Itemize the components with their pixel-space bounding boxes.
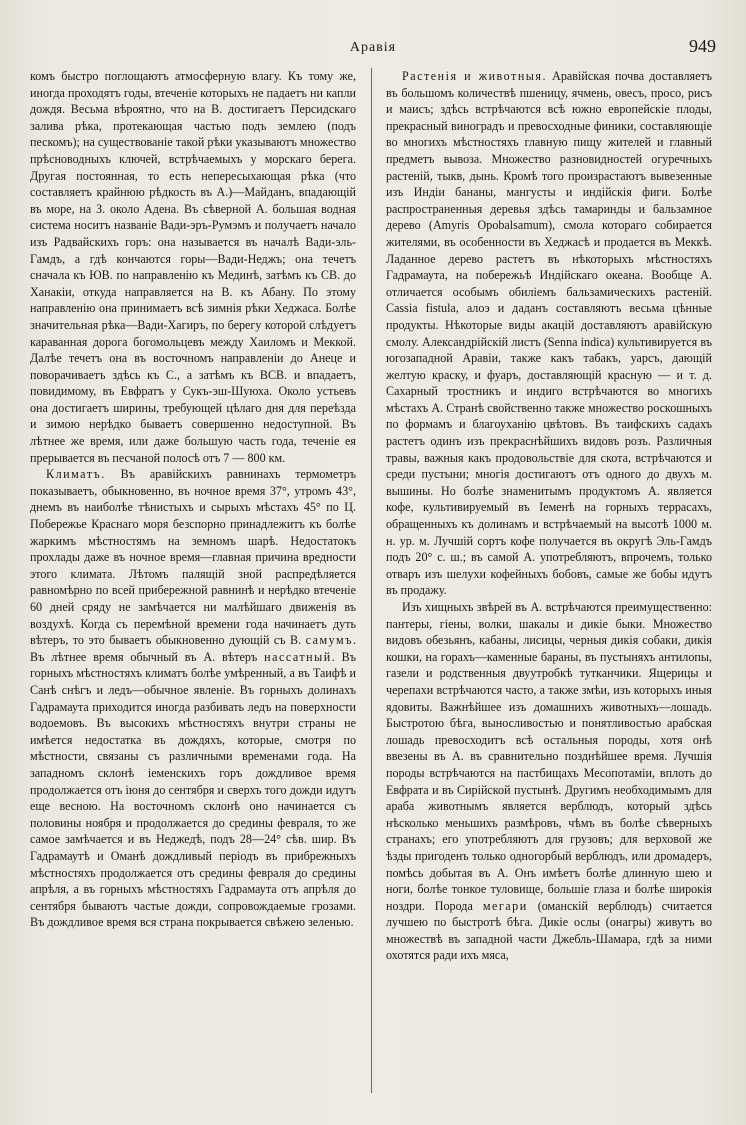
plants-text: Аравійская почва доставляетъ въ большомъ количествѣ пшеницу, ячмень, овесъ, просо, рисъ и маисъ; здѣсь встрѣчаются всѣ южно европейскіе плоды, прекрасный виноградъ и превосходные финики, составляющіе во многихъ мѣстностяхъ главную пищу жителей и главный предметъ вывоза. Множество разновидностей огуречныхъ растеній, тыкв, дынь. Кромѣ того произрастаютъ вывезенные изъ Индіи бананы, мангусты и индійскія фиги. Болѣе распространенныя деревья здѣсь тамаринды и бальзамное дерево (Amyris Opobalsamum), смола котораго собирается жителями, въ особенности въ Хеджасѣ и продается въ Меккѣ. Ладанное дерево растетъ въ нѣкоторыхъ мѣстностяхъ Гадрамаута, на побережьѣ Индійскаго океана. Вообще А. отличается особымъ обиліемъ бальзамическихъ растеній. Cassia fistula, алоэ и даданъ составляютъ весьма цѣнные продукты. Нѣкоторые виды акацій доставляютъ аравійскую смолу. Александрійскій листъ (Senna indica) культивируется въ югозападной Аравіи, также какъ табакъ, уарсъ, дающій желтую краску, и фуаръ, доставляющій красную — и т. д. Сахарный тростникъ и индиго встрѣчаются во многихъ мѣстахъ А. Странѣ свойственно также множество роскошныхъ по формамъ и благоуханію цвѣтовъ. Въ таифскихъ садахъ растетъ одинъ изъ прекраснѣйшихъ видовъ розъ. Различныя травы, важныя какъ продовольствіе для скота, встрѣчаются и среди пустыни; многія достигаютъ отъ одного до двухъ м. вышины. Но болѣе знаменитымъ продуктомъ А. является кофе, культивируемый въ Іеменѣ на горныхъ террасахъ, обращенныхъ къ долинамъ и встрѣчаемый на высотѣ 1000 м. н. ур. м. Лучшій сортъ кофе получается въ округѣ Эль-Гамдъ подъ 20° с. ш.; въ самой А. употребляютъ, впрочемъ, только отваръ изъ шелухи кофейныхъ бобовъ, самые же бобы идутъ въ продажу.	[386, 69, 712, 598]
paragraph-rivers: комъ быстро поглощаютъ атмосферную влагу. Къ тому же, иногда проходятъ годы, втеченіе которыхъ не падаетъ ни капли дождя. Весьма вѣроятно, что на В. достигаетъ Персидскаго залива рѣка, протекающая частью подъ землею (подъ пескомъ); на существованіе такой рѣки указываютъ множество прѣсноводныхъ ключей, встрѣчаемыхъ у морскаго берега. Другая постоянная, то есть непересыхающая рѣка (что составляетъ крайнюю рѣдкость въ А.)—Майданъ, впадающій въ море, на З. около Адена. Въ сѣверной А. большая водная система носитъ названіе Вади-эръ-Румэмъ и получаетъ начало изъ Радвайскихъ горъ: она называется въ началѣ Вади-эль-Гамдъ, а гдѣ кончаются горы—Вади-Неджъ; она течетъ сначала къ ЮВ. по направленію къ Мединѣ, затѣмъ къ СВ. до Ханакіи, откуда направляется на В. къ Абану. По этому направленію она принимаетъ всѣ зимнія рѣки Хеджаса. Болѣе значительная рѣка—Вади-Хагиръ, по берегу которой слѣдуетъ караванная дорога богомольцевъ между Хаиломъ и Меккой. Далѣе течетъ она въ восточномъ направленіи до Анеце и поворачиваетъ здѣсь къ С., а затѣмъ къ ВСВ. и впадаетъ, повидимому, въ Евфратъ у Сукъ-эш-Шуюха. Около устьевъ она достигаетъ ширины, требующей цѣлаго дня для переѣзда и зимою нерѣдко бываетъ совершенно недоступной. Въ лѣтнее же время, или даже большую часть года, теченіе ея прерывается въ песчаной полосѣ отъ 7 — 800 км.	[30, 69, 356, 465]
text-columns	[30, 68, 716, 1093]
paragraph-plants	[386, 68, 712, 599]
term-nassat: нассатный	[264, 649, 332, 664]
climate-text: Въ аравійскихъ равнинахъ термометръ показываетъ, обыкновенно, въ ночное время 37°, утромъ 43°, днемъ въ наиболѣе тѣнистыхъ и сырыхъ мѣстахъ 45° по Ц. Побережье Краснаго моря безспорно принадлежитъ къ болѣе жаркимъ мѣстностямъ на земномъ шарѣ. Недостатокъ прохлады даже въ ночное время—главная причина вредности этого климата. Лѣтомъ палящій зной распредѣляется равномѣрно по всей прибережной равнинѣ и нерѣдко втеченіе 60 дней сряду не замѣчается ни малѣйшаго движенія въ воздухѣ. Когда съ перемѣной времени года начинаетъ дуть вѣтеръ, то это бываетъ обыкновенно дующій съ В.	[30, 467, 356, 648]
animals-text: Изъ хищныхъ звѣрей въ А. встрѣчаются преимущественно: пантеры, гіены, волки, шакалы и дикіе быки. Множество видовъ обезьянъ, кабаны, лисицы, черныя дикія собаки, дикія кошки, на горахъ—каменные бараны, въ пустыняхъ антилопы, газели и родственныя двуутробкѣ тутканчики. Ящерицы и черепахи встрѣчаются часто, а также змѣи, изъ которыхъ иныя ядовиты. Важнѣйшее изъ домашнихъ животныхъ—лошадь. Быстротою бѣга, выносливостью и понятливостью арабская лошадь превосходитъ всѣ остальныя породы, хотя онѣ ввезены въ А. въ сравнительно позднѣйшее время. Лучшія породы встрѣчаются на пастбищахъ Месопотаміи, вплоть до Евфрата и въ Сирійской пустынѣ. Другимъ необходимымъ для араба животнымъ является верблюдъ, который здѣсь нѣсколько меньшихъ размѣровъ, чѣмъ въ болѣе сѣверныхъ странахъ; его употребляютъ для грузовъ; для верховой же ѣзды пригоденъ только одногорбый верблюдъ, или дромадеръ, помѣсь добытая въ А. Онъ имѣетъ болѣе длинную шею и ноги, болѣе тонкое туловище, большіе глаза и болѣе широкія ноздри. Порода	[386, 600, 712, 913]
climate-text-c: . Въ горныхъ мѣстностяхъ климатъ болѣе умѣренный, а въ Таифѣ и Санѣ снѣгъ и ледъ—обычное явленіе. Въ горныхъ долинахъ Гадрамаута приходится иногда разбивать ледъ на поверхности водоемовъ. Въ высокихъ мѣстностяхъ внутри страны не имѣется недостатка въ дождяхъ, которые, смотря по мѣстности, связаны съ различными временами года. На западномъ склонѣ іеменскихъ горъ дождливое время продолжается отъ іюня до сентября и сверхъ того дожди идутъ еще весною. На восточномъ склонѣ оно начинается съ половины ноября и продолжается до средины февраля, то же самое замѣчается и въ Неджедѣ, подъ 28—24° сѣв. шир. Въ Гадрамаутѣ и Оманѣ дождливый періодъ въ прибрежныхъ мѣстностяхъ продолжается отъ средины февраля до средины апрѣля, а въ горныхъ мѣстностяхъ Гадрамаута отъ апрѣля до сентября бываютъ частые дожди, сопровождаемые грозами. Въ дождливое время вся страна покрывается свѣжею зеленью.	[30, 649, 356, 930]
paragraph-animals	[386, 599, 712, 964]
right-column	[386, 68, 712, 1093]
climate-heading: Климатъ.	[46, 467, 106, 482]
term-megari: мегари	[482, 898, 528, 913]
column-divider	[371, 68, 372, 1093]
term-samum: самумъ	[305, 633, 353, 648]
plants-heading: Растенія и животныя.	[402, 69, 548, 83]
climate-text-b: . Въ лѣтнее время обычный въ А. вѣтеръ	[30, 633, 356, 664]
animals-text-b: (оманскій верблюдъ) считается лучшею по быстротѣ бѣга. Дикіе ослы (онагры) живутъ во множествѣ въ западной части Джебль-Шамара, гдѣ за ними охотятся ради ихъ мяса,	[386, 898, 712, 963]
running-title: Аравія	[349, 40, 397, 55]
paragraph-climate	[30, 466, 356, 931]
page-header	[30, 36, 716, 60]
left-column	[30, 68, 356, 1093]
page-number: 949	[689, 36, 716, 56]
